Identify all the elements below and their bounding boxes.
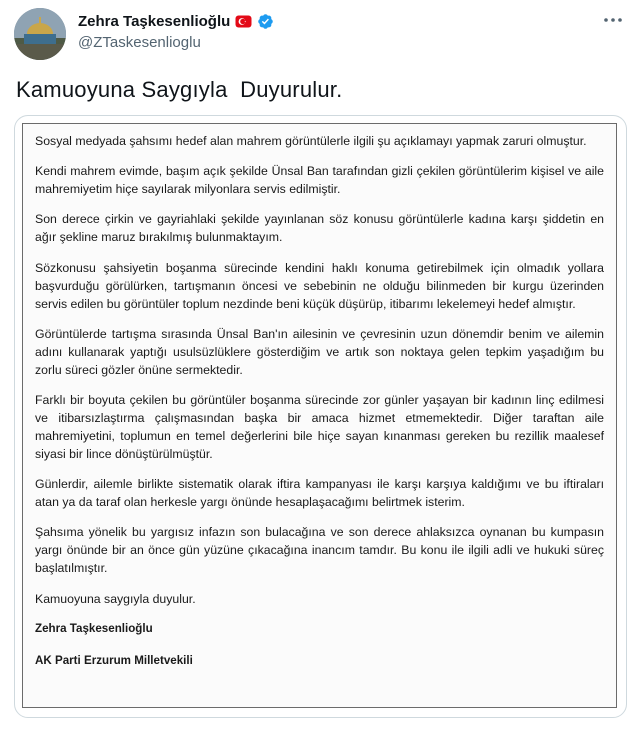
more-dots-icon[interactable]	[602, 14, 624, 26]
signature-name: Zehra Taşkesenlioğlu	[35, 621, 153, 635]
document-paragraph: Kendi mahrem evimde, başım açık şekilde Ünsal Ban tarafından gizli çekilen görüntülerim kişisel ve aile mahremiyetim hiçe sayılarak milyonlara servis edilmiştir.	[35, 164, 604, 197]
document-paragraph: Sosyal medyada şahsımı hedef alan mahrem görüntülerle ilgili şu açıklamayı yapmak zaruri olmuştur.	[35, 134, 587, 148]
document-paragraph: Sözkonusu şahsiyetin boşanma sürecinde kendini haklı konuma getirebilmek için olmadık yollara başvurduğu görülürken, tartışmanın öncesi ve sebebinin ne olduğu bilinmeden bir kurgu üzerinden servis edilen bu görüntüler toplum nezdinde beni küçük düşürüp, itibarımı lekelemeyi hedef almıştır.	[35, 260, 604, 311]
document-paragraph: Son derece çirkin ve gayriahlaki şekilde yayınlanan söz konusu görüntülerle kadına karşı şiddetin en ağır şekline maruz bırakılmış bulunmaktayım.	[35, 212, 604, 245]
user-handle[interactable]: @ZTaskesenlioglu	[78, 34, 201, 51]
tweet-header	[14, 8, 626, 60]
avatar[interactable]	[14, 8, 66, 60]
document-paragraph: Şahsıma yönelik bu yargısız infazın son bulacağına ve son derece ahlaksızca oynanan bu kumpasın yargı önünde bir an önce gün yüzüne çıkacağına inancım tamdır. Bu konu ile ilgili adli ve hukuki süreç başlatılmıştır.	[35, 525, 604, 576]
display-name[interactable]: Zehra Taşkesenlioğlu	[78, 12, 231, 30]
statement-document	[22, 123, 617, 708]
turkey-flag-icon	[235, 13, 252, 30]
verified-badge-icon	[257, 13, 274, 30]
document-paragraph: Günlerdir, ailemle birlikte sistematik olarak iftira kampanyası ile karşı karşıya kaldığımı ve bu iftiraları atan ya da taraf olan herkesle yargı önünde hesaplaşacağımı belirtmek isterim.	[35, 477, 604, 510]
document-paragraph: Görüntülerde tartışma sırasında Ünsal Ban'ın ailesinin ve çevresinin uzun dönemdir benim ve ailemin adını kullanarak yaptığı usulsüzlüklere gösterdiğim ve artık son noktaya gelen tepkim yaşadığım bu zorlu süreci gözler önüne sermektedir.	[35, 326, 604, 377]
tweet-text: Kamuoyuna Saygıyla Duyurulur.	[16, 77, 343, 102]
mosque-dome-avatar-icon	[14, 8, 66, 60]
tweet-media-image[interactable]	[14, 115, 627, 718]
signature-title: AK Parti Erzurum Milletvekili	[35, 653, 193, 667]
name-line	[78, 11, 274, 31]
document-paragraph: Kamuoyuna saygıyla duyulur.	[35, 591, 196, 606]
document-paragraph: Farklı bir boyuta çekilen bu görüntüler boşanma sürecinde zor günler yaşayan bir kadının linç edilmesi ve itibarsızlaştırma çalışmasından başka bir amaca hizmet etmemektedir. Diğer taraftan aile mahremiyetini, toplumun en temel değerlerini bile hiçe sayan kınanması gereken bu rezillik maalesef siyasi bir lince dönüştürülmüştür.	[35, 392, 604, 461]
